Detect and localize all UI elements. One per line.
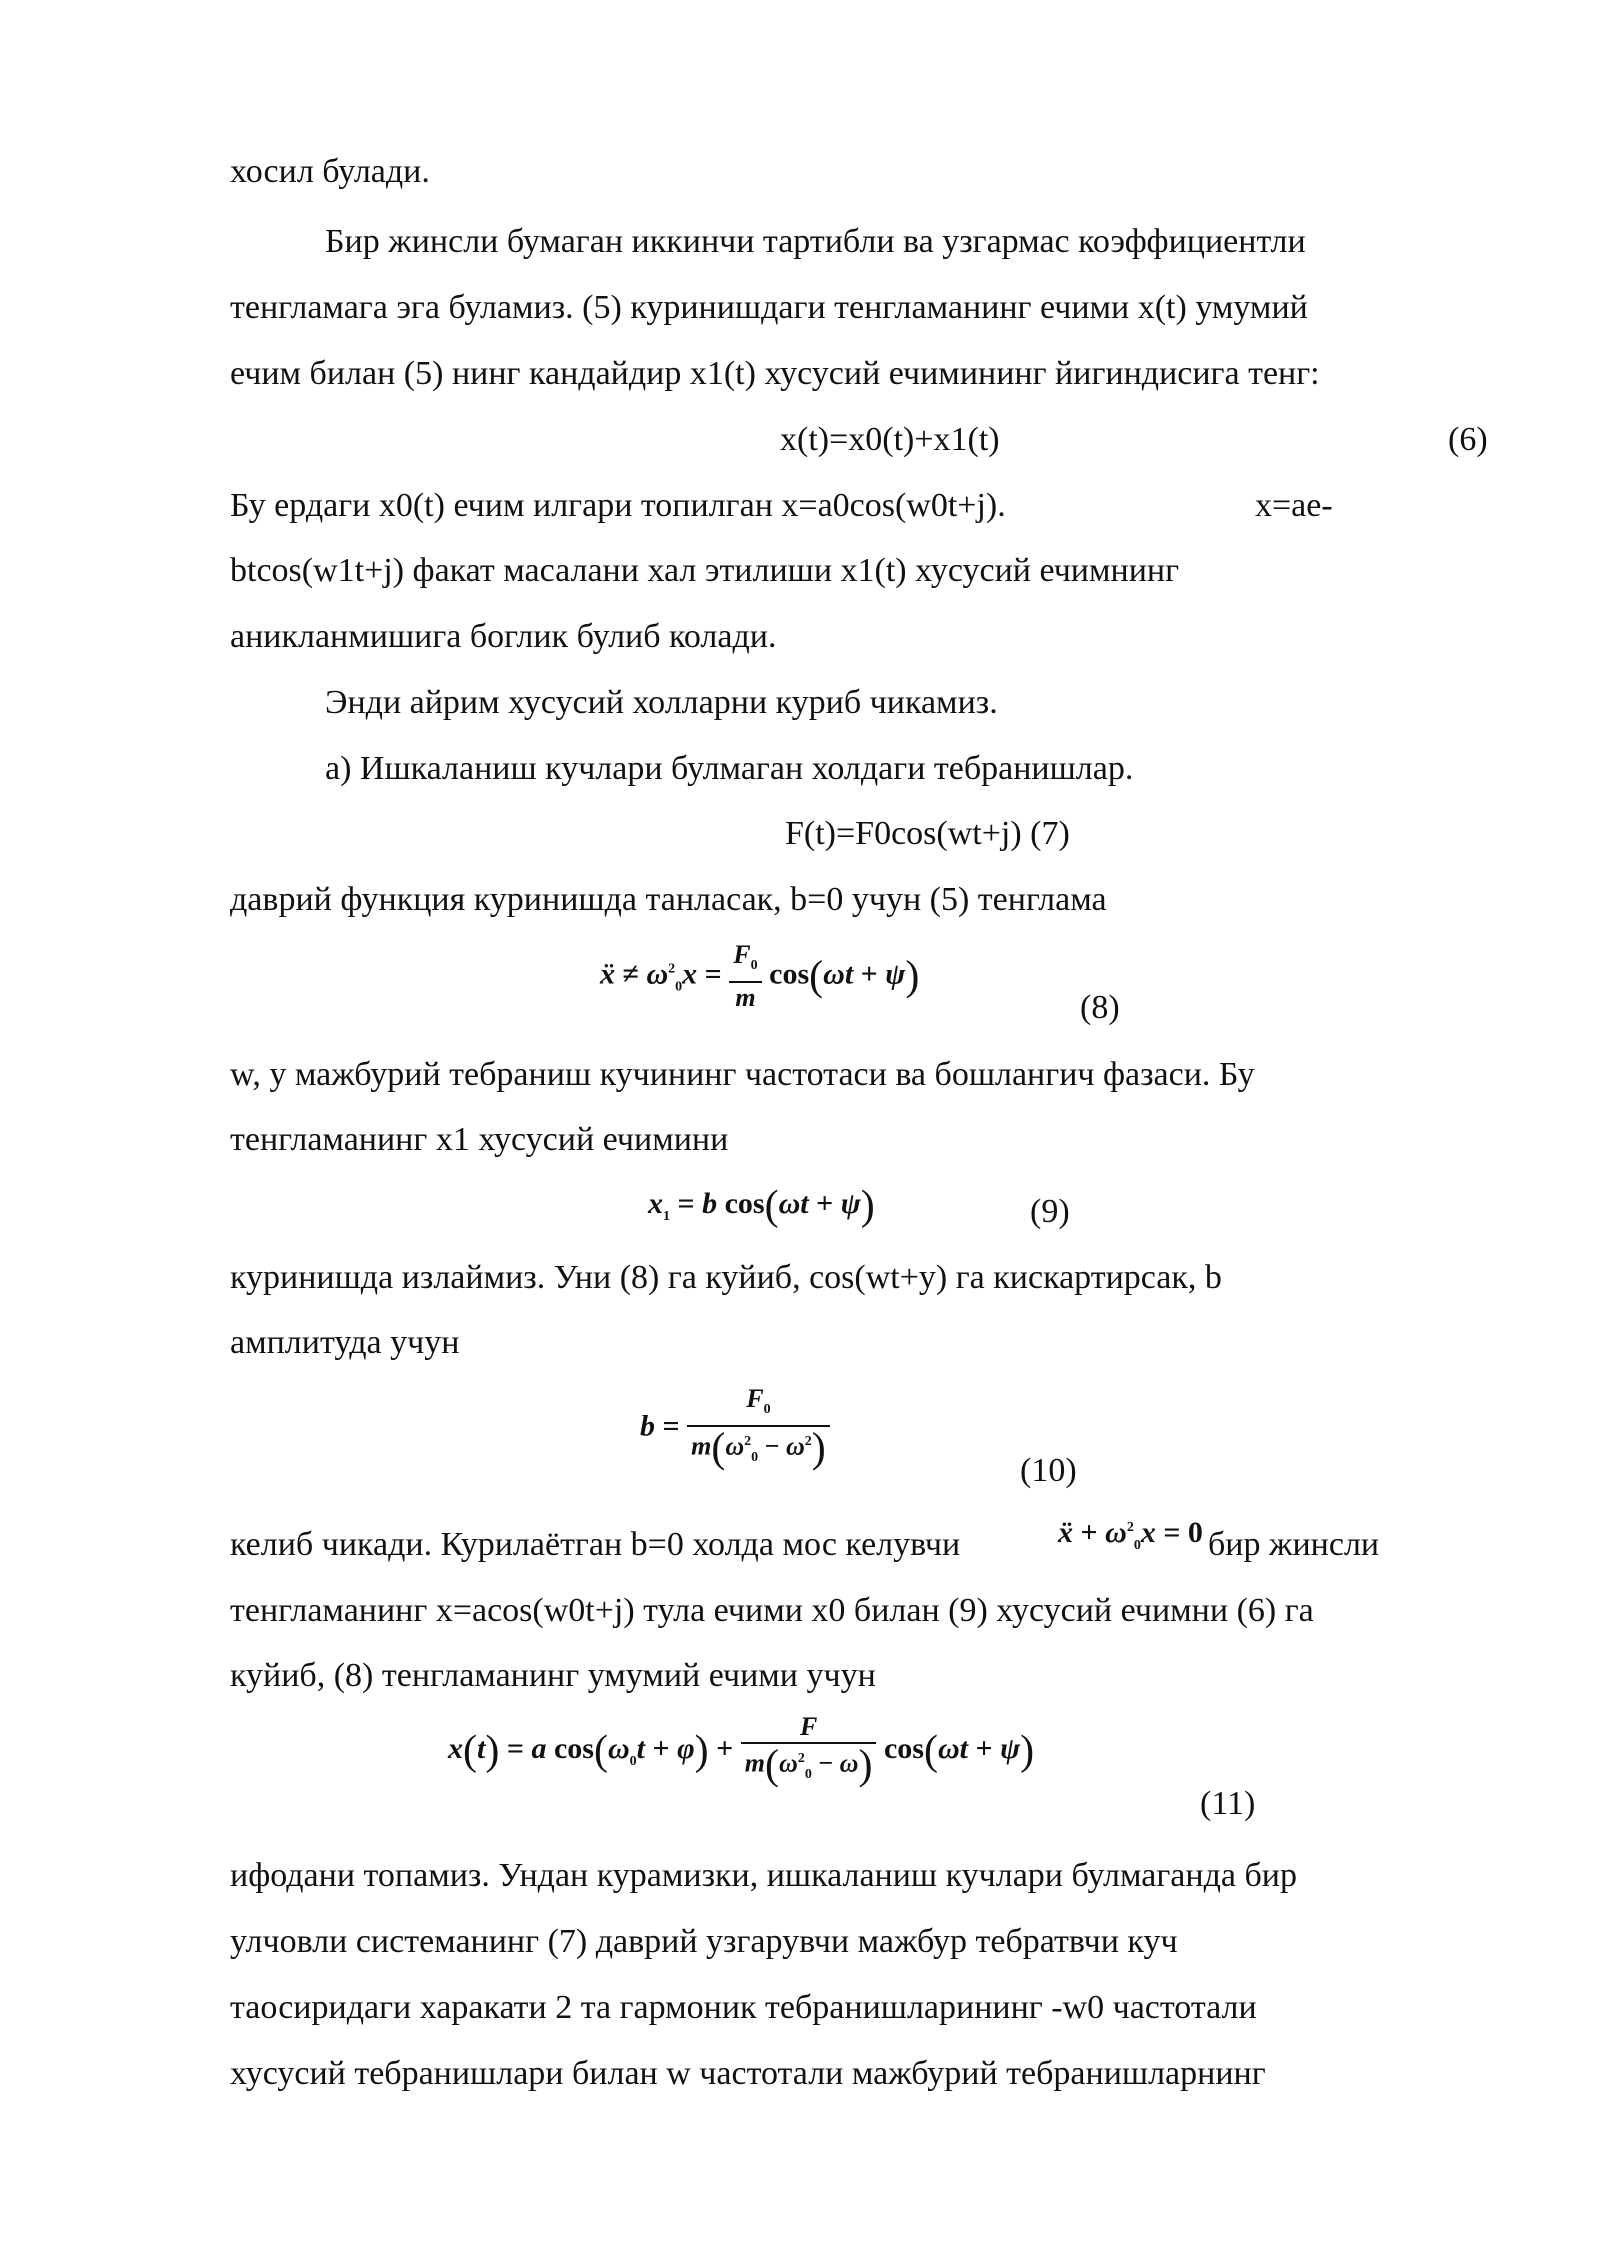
text-line: Энди айрим хусусий холларни куриб чикамиз. bbox=[325, 684, 998, 721]
text-line: куринишда излаймиз. Уни (8) га куйиб, cos(wt+y) га кискартирсак, b bbox=[230, 1259, 1222, 1296]
equation-number: (10) bbox=[1020, 1452, 1077, 1489]
equation-8-formula: ẍ ≠ $\omega^2_0x$ = $\frac{F_0}{m}$ cos(ωt + ψ) bbox=[600, 940, 920, 1013]
text-line: ифодани топамиз. Ундан курамизки, ишкаланиш кучлари булмаганда бир bbox=[230, 1857, 1297, 1894]
text-line: тенгламанинг x=acos(w0t+j) тула ечими x0 билан (9) хусусий ечимни (6) га bbox=[230, 1592, 1314, 1629]
text-line: x=ae- bbox=[1255, 487, 1333, 524]
homogeneous-equation-inline: ẍ + $\omega^2_0x = 0$ bbox=[1058, 1516, 1203, 1553]
text-line: btcos(w1t+j) факат масалани хал этилиши x1(t) хусусий ечимнинг bbox=[230, 552, 1180, 589]
text-line: Бу ердаги x0(t) ечим илгари топилган x=a0cos(w0t+j). bbox=[230, 487, 1006, 524]
text-line: тенгламанинг x1 хусусий ечимини bbox=[230, 1121, 729, 1158]
equation-10-formula: b = $\frac{F_0}{m(\omega^2_0 - \omega^2)}$ bbox=[640, 1384, 830, 1473]
text-line: бир жинсли bbox=[1208, 1526, 1380, 1563]
equation-number: (6) bbox=[1448, 421, 1488, 458]
text-line: амплитуда учун bbox=[230, 1324, 460, 1361]
equation-11-formula: x(t) = a $\cos(\omega_0t + \varphi)$ + $\frac{F}{m(\omega^2_0 - \omega)}$ cos(ωt + ψ) bbox=[448, 1712, 1035, 1789]
equation-number: (8) bbox=[1080, 989, 1120, 1026]
equation-number: (9) bbox=[1030, 1193, 1070, 1230]
text-line: улчовли системанинг (7) даврий узгарувчи мажбур тебратвчи куч bbox=[230, 1923, 1178, 1960]
text-line: а) Ишкаланиш кучлари булмаган холдаги тебранишлар. bbox=[325, 750, 1134, 787]
text-line: Бир жинсли бумаган иккинчи тартибли ва узгармас коэффициентли bbox=[325, 223, 1306, 260]
text-line: хусусий тебранишлари билан w частотали мажбурий тебранишларнинг bbox=[230, 2055, 1266, 2092]
text-line: w, у мажбурий тебраниш кучининг частотаси ва бошлангич фазаси. Бу bbox=[230, 1056, 1255, 1093]
text-line: аникланмишига боглик булиб колади. bbox=[230, 618, 777, 655]
text-line: куйиб, (8) тенгламанинг умумий ечими учун bbox=[230, 1657, 876, 1694]
equation-number: (11) bbox=[1200, 1785, 1256, 1822]
equation-6: x(t)=x0(t)+x1(t) bbox=[780, 421, 1000, 458]
text-line: таосиридаги харакати 2 та гармоник тебранишларининг -w0 частотали bbox=[230, 1989, 1257, 2026]
equation-7: F(t)=F0cos(wt+j) (7) bbox=[785, 815, 1070, 852]
text-line: келиб чикади. Курилаётган b=0 холда мос келувчи bbox=[230, 1526, 961, 1563]
text-line: даврий функция куринишда танласак, b=0 учун (5) тенглама bbox=[230, 881, 1107, 918]
text-line: тенгламага эга буламиз. (5) куринишдаги тенгламанинг ечими x(t) умумий bbox=[230, 289, 1308, 326]
text-line: ечим билан (5) нинг кандайдир x1(t) хусусий ечимининг йигиндисига тенг: bbox=[230, 355, 1320, 392]
equation-9-formula: $x_1 = b$ cos(ωt + ψ) bbox=[648, 1183, 875, 1229]
text-line: хосил булади. bbox=[230, 153, 430, 190]
